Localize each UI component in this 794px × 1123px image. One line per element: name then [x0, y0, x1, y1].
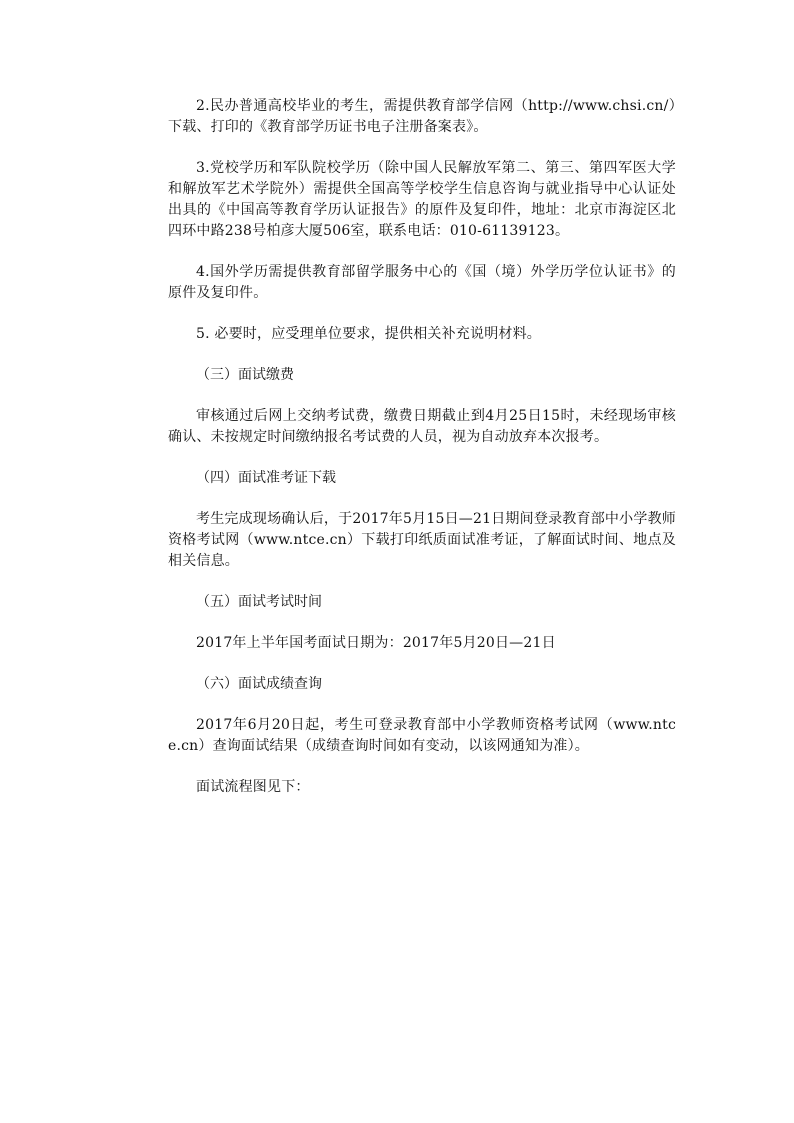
paragraph-exam-dates: 2017年上半年国考面试日期为：2017年5月20日—21日: [196, 635, 556, 651]
paragraph-supplementary-materials: 5. 必要时，应受理单位要求，提供相关补充说明材料。: [196, 326, 542, 342]
heading-score-query: （六）面试成绩查询: [196, 676, 322, 692]
heading-interview-fee: （三）面试缴费: [196, 367, 294, 383]
paragraph-foreign-degree: 4.国外学历需提供教育部留学服务中心的《国（境）外学历学位认证书》的原件及复印件。: [168, 264, 676, 301]
paragraph-flowchart-intro: 面试流程图见下：: [196, 779, 310, 795]
heading-admission-ticket: （四）面试准考证下载: [196, 470, 336, 486]
heading-exam-time: （五）面试考试时间: [196, 594, 322, 610]
paragraph-party-military-degree: 3.党校学历和军队院校学历（除中国人民解放军第二、第三、第四军医大学和解放军艺术学院外）需提供全国高等学校学生信息咨询与就业指导中心认证处出具的《中国高等教育学历认证报告》的原件及复印件，地址：北京市海淀区北四环中路238号柏彦大厦506室，联系电话：010-61139123。: [168, 160, 676, 239]
paragraph-fee-details: 审核通过后网上交纳考试费，缴费日期截止到4月25日15时，未经现场审核确认、未按规定时间缴纳报名考试费的人员，视为自动放弃本次报考。: [168, 408, 676, 445]
paragraph-chsi-record: 2.民办普通高校毕业的考生，需提供教育部学信网（http://www.chsi.cn/）下载、打印的《教育部学历证书电子注册备案表》。: [168, 98, 676, 135]
document-body: [168, 96, 676, 798]
paragraph-ticket-download: 考生完成现场确认后，于2017年5月15日—21日期间登录教育部中小学教师资格考试网（www.ntce.cn）下载打印纸质面试准考证，了解面试时间、地点及相关信息。: [168, 511, 676, 569]
paragraph-score-query-details: 2017年6月20日起，考生可登录教育部中小学教师资格考试网（www.ntce.cn）查询面试结果（成绩查询时间如有变动，以该网通知为准）。: [168, 717, 676, 754]
